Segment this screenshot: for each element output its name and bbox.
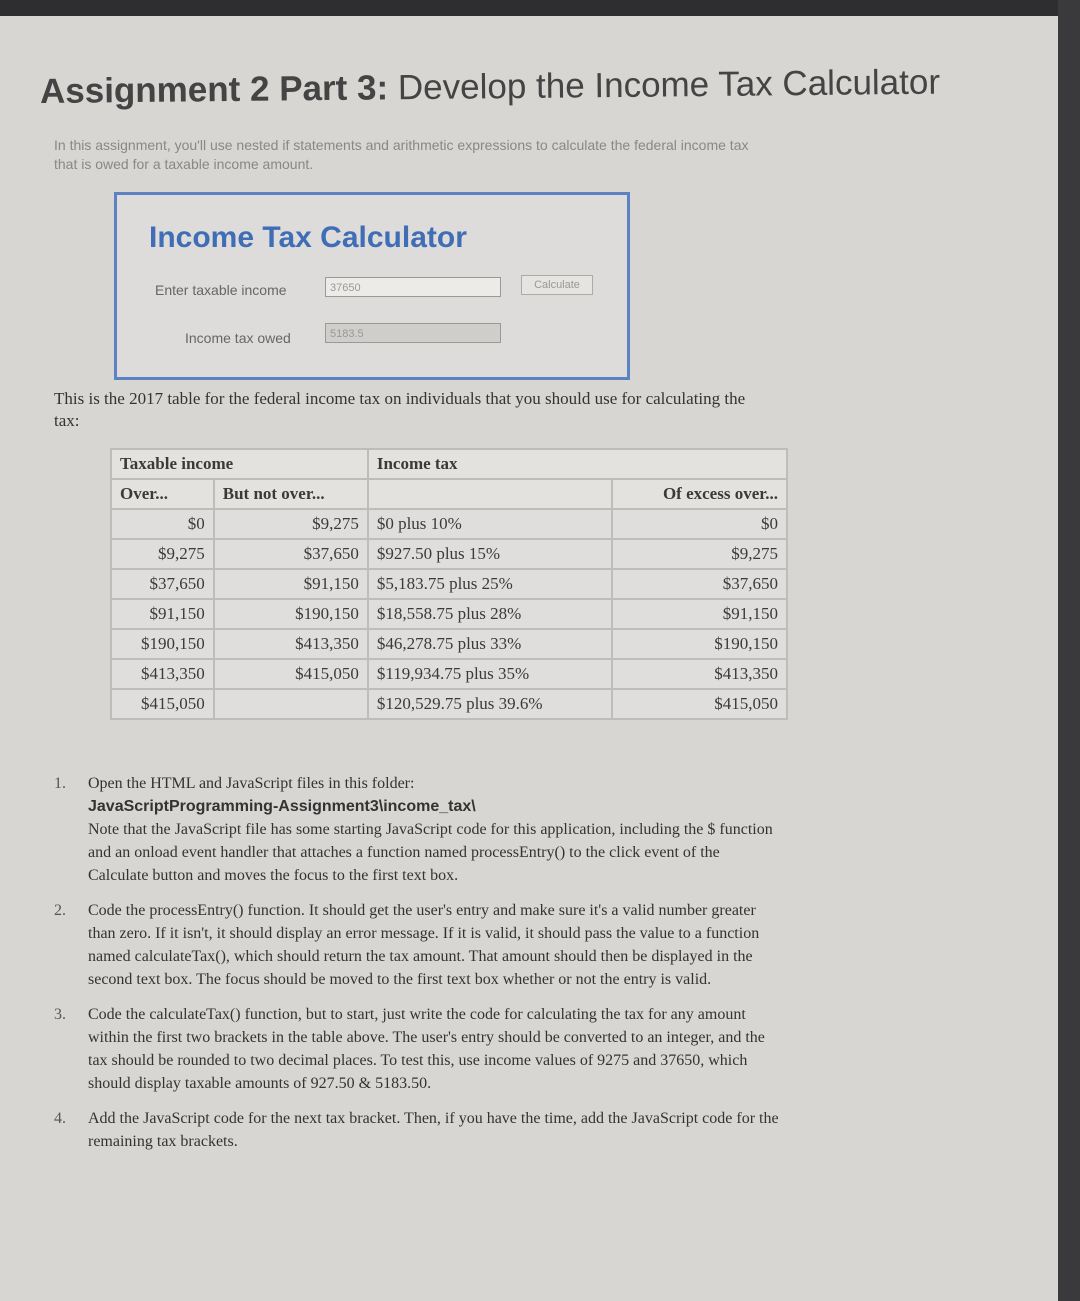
over-cell: $0 — [111, 509, 214, 539]
table-row — [111, 539, 787, 569]
instructions-list — [54, 772, 784, 1165]
excess-over-cell: $190,150 — [612, 629, 787, 659]
title-part-b: 2 Part 3: — [249, 68, 389, 109]
calculator-panel — [114, 192, 630, 380]
table-intro: This is the 2017 table for the federal income tax on individuals that you should use for calculating the tax: — [54, 389, 746, 430]
over-cell: $190,150 — [111, 629, 214, 659]
table-row — [111, 509, 787, 539]
but-not-over-cell: $190,150 — [214, 599, 368, 629]
list-item — [54, 899, 784, 991]
excess-over-cell: $37,650 — [612, 569, 787, 599]
excess-over-cell: $91,150 — [612, 599, 787, 629]
income-tax-cell: $119,934.75 plus 35% — [368, 659, 613, 689]
step-number: 4. — [54, 1110, 66, 1127]
step-number: 1. — [54, 775, 66, 792]
but-not-over-cell: $415,050 — [214, 659, 368, 689]
excess-over-cell: $415,050 — [612, 689, 787, 719]
income-tax-cell: $120,529.75 plus 39.6% — [368, 689, 613, 719]
title-part-c: Develop the Income Tax Calculator — [397, 62, 941, 108]
income-tax-cell: $18,558.75 plus 28% — [368, 599, 613, 629]
income-tax-header: Income tax — [368, 449, 787, 479]
income-tax-cell: $46,278.75 plus 33% — [368, 629, 613, 659]
tax-owed-field: 5183.5 — [325, 323, 501, 343]
income-tax-cell: $5,183.75 plus 25% — [368, 569, 613, 599]
table-row — [111, 689, 787, 719]
but-not-over-cell: $91,150 — [214, 569, 368, 599]
but-not-over-header: But not over... — [214, 479, 368, 509]
income-tax-cell: $927.50 plus 15% — [368, 539, 613, 569]
list-item — [54, 1107, 784, 1153]
income-label: Enter taxable income — [155, 282, 287, 298]
over-cell: $37,650 — [111, 569, 214, 599]
table-row — [111, 599, 787, 629]
step-number: 2. — [54, 902, 66, 919]
but-not-over-cell — [214, 689, 368, 719]
but-not-over-cell: $37,650 — [214, 539, 368, 569]
calculate-button[interactable]: Calculate — [521, 275, 593, 295]
intro-text: In this assignment, you'll use nested if statements and arithmetic expressions to calculate the federal income tax that is owed for a taxable income amount. — [54, 137, 749, 172]
tax-owed-label: Income tax owed — [185, 330, 291, 346]
step-text: Add the JavaScript code for the next tax bracket. Then, if you have the time, add the JavaScript code for the remaining tax brackets. — [88, 1110, 779, 1150]
table-column-header-row — [111, 479, 787, 509]
calculator-title: Income Tax Calculator — [149, 221, 467, 254]
excess-over-cell: $9,275 — [612, 539, 787, 569]
table-row — [111, 659, 787, 689]
folder-path: JavaScriptProgramming-Assignment3\income_tax\ — [88, 798, 476, 815]
list-item — [54, 1003, 784, 1095]
over-header: Over... — [111, 479, 214, 509]
tax-blank-header — [368, 479, 613, 509]
step-text: Open the HTML and JavaScript files in this folder: — [88, 775, 415, 792]
table-group-header-row — [111, 449, 787, 479]
tax-table — [110, 448, 788, 720]
income-tax-cell: $0 plus 10% — [368, 509, 613, 539]
over-cell: $413,350 — [111, 659, 214, 689]
income-input[interactable]: 37650 — [325, 277, 501, 297]
right-bezel — [1058, 0, 1080, 1301]
but-not-over-cell: $9,275 — [214, 509, 368, 539]
tax-table-body — [111, 509, 787, 719]
excess-over-header: Of excess over... — [612, 479, 787, 509]
table-row — [111, 569, 787, 599]
step-text: Code the calculateTax() function, but to start, just write the code for calculating the tax for any amount within the first two brackets in the table above. The user's entry should be converted to an integer, and the tax should be rounded to two decimal places. To test this, use income values of 9275 and 37650, which should display taxable amounts of 927.50 & 5183.50. — [88, 1006, 765, 1092]
top-bezel — [0, 0, 1080, 16]
excess-over-cell: $0 — [612, 509, 787, 539]
step-number: 3. — [54, 1006, 66, 1023]
over-cell: $91,150 — [111, 599, 214, 629]
step-note: Note that the JavaScript file has some starting JavaScript code for this application, including the $ function and an onload event handler that attaches a function named processEntry() to the click event of the Calculate button and moves the focus to the first text box. — [88, 821, 773, 884]
table-row — [111, 629, 787, 659]
excess-over-cell: $413,350 — [612, 659, 787, 689]
taxable-income-header: Taxable income — [111, 449, 368, 479]
title-part-a: Assignment — [39, 69, 241, 111]
over-cell: $9,275 — [111, 539, 214, 569]
list-item — [54, 772, 784, 887]
step-text: Code the processEntry() function. It should get the user's entry and make sure it's a valid number greater than zero. If it isn't, it should display an error message. If it is valid, it should pass the value to a function named calculateTax(), which should return the tax amount. That amount should then be displayed in the second text box. The focus should be moved to the first text box whether or not the entry is valid. — [88, 902, 760, 988]
but-not-over-cell: $413,350 — [214, 629, 368, 659]
over-cell: $415,050 — [111, 689, 214, 719]
